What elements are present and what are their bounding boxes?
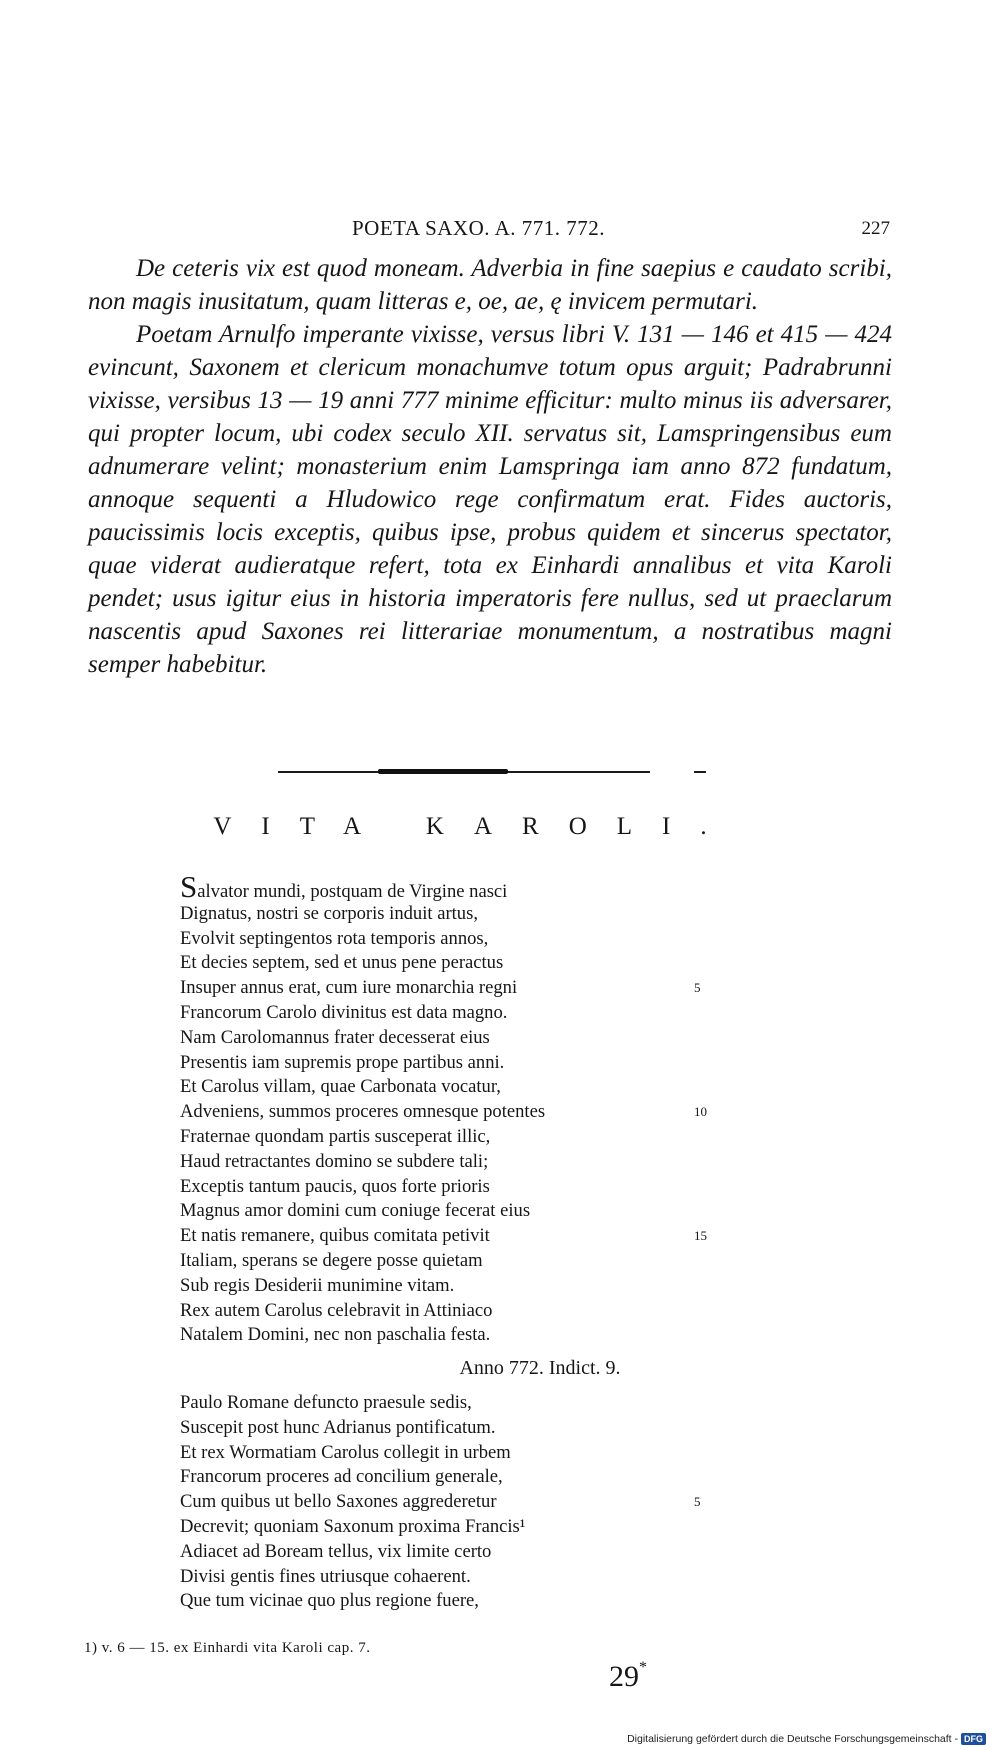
divider-dash bbox=[694, 771, 706, 773]
verse-text: Evolvit septingentos rota temporis annos, bbox=[180, 927, 489, 949]
verse-line bbox=[180, 1001, 720, 1026]
verse-line bbox=[180, 1199, 720, 1224]
line-number: 15 bbox=[694, 1228, 707, 1244]
running-header bbox=[0, 216, 1000, 246]
intro-paragraph-2: Poetam Arnulfo imperante vixisse, versus libri V. 131 — 146 et 415 — 424 evincunt, Saxonem et clericum monachumve totum opus arguit; Padrabrunni vixisse, versibus 13 — 19 anni 777 minime efficitur: multo minus iis adversarer, qui propter locum, ubi codex seculo XII. servatus sit, Lamspringensibus eum adnumerare velint; monasterium enim Lamspringa iam anno 872 fundatum, annoque sequenti a Hludowico rege confirmatum erat. Fides auctoris, paucissimis locis exceptis, quibus ipse, probus quidem et sincerus spectator, quae viderat audieratque refert, tota ex Einhardi annalibus et vita Karoli pendet; usus igitur eius in historia imperatoris fere nullus, sed ut praeclarum nascentis apud Saxones rei litterariae monumentum, a nostratibus magni semper habebitur. bbox=[88, 321, 892, 678]
signature-mark bbox=[609, 1659, 647, 1694]
verses-771 bbox=[180, 869, 720, 1348]
verse-line bbox=[180, 1175, 720, 1200]
verse-line bbox=[180, 927, 720, 952]
verse-line bbox=[180, 976, 720, 1001]
signature-number: 29 bbox=[609, 1660, 639, 1693]
verse-line bbox=[180, 1515, 720, 1540]
running-title: POETA SAXO. A. 771. 772. bbox=[352, 216, 606, 240]
verse-line bbox=[180, 1224, 720, 1249]
verse-text: Rex autem Carolus celebravit in Attiniaco bbox=[180, 1299, 493, 1321]
verse-text: Sub regis Desiderii munimine vitam. bbox=[180, 1274, 455, 1296]
verse-text: Paulo Romane defuncto praesule sedis, bbox=[180, 1392, 472, 1413]
verse-text: Magnus amor domini cum coniuge fecerat eius bbox=[180, 1200, 531, 1222]
verse-line bbox=[180, 1441, 720, 1466]
verse-line bbox=[180, 1323, 720, 1348]
verse-line bbox=[180, 1026, 720, 1051]
verse-text: Francorum Carolo divinitus est data magno. bbox=[180, 1001, 508, 1023]
footnote: 1) v. 6 — 15. ex Einhardi vita Karoli cap. 7. bbox=[84, 1640, 371, 1656]
dfg-logo: DFG bbox=[961, 1733, 986, 1745]
verse-text: Dignatus, nostri se corporis induit artus, bbox=[180, 902, 478, 924]
verse-line bbox=[180, 1490, 720, 1515]
intro-paragraph-1: De ceteris vix est quod moneam. Adverbia in fine saepius e caudato scribi, non magis inusitatum, quam litteras e, oe, ae, ę invicem permutari. bbox=[88, 255, 892, 315]
verse-line bbox=[180, 1465, 720, 1490]
verse-line bbox=[180, 1100, 720, 1125]
verse-line bbox=[180, 1416, 720, 1441]
verse-text: Que tum vicinae quo plus regione fuere, bbox=[180, 1590, 479, 1612]
verse-line bbox=[180, 1299, 720, 1324]
verse-line bbox=[180, 1075, 720, 1100]
verse-text: Exceptis tantum paucis, quos forte prioris bbox=[180, 1175, 490, 1197]
verse-text: Insuper annus erat, cum iure monarchia regni bbox=[180, 977, 518, 999]
verse-text: Et decies septem, sed et unus pene peractus bbox=[180, 952, 504, 974]
credit-text: Digitalisierung gefördert durch die Deutsche Forschungsgemeinschaft - bbox=[627, 1733, 958, 1745]
poem-title: VITA KAROLI. bbox=[213, 813, 737, 840]
verse-line bbox=[180, 1051, 720, 1076]
verse-text: Et rex Wormatiam Carolus collegit in urbem bbox=[180, 1441, 511, 1463]
verse-line bbox=[180, 1150, 720, 1175]
verse-text: Suscepit post hunc Adrianus pontificatum. bbox=[180, 1416, 496, 1438]
verse-text: Decrevit; quoniam Saxonum proxima Francis¹ bbox=[180, 1515, 526, 1537]
verse-text: Et Carolus villam, quae Carbonata vocatur, bbox=[180, 1076, 501, 1098]
verse-text: Francorum proceres ad concilium generale, bbox=[180, 1466, 503, 1488]
verses-772 bbox=[180, 1391, 720, 1614]
verse-line bbox=[180, 1565, 720, 1590]
signature-asterisk: * bbox=[639, 1659, 647, 1676]
verse-text: alvator mundi, postquam de Virgine nasci bbox=[197, 881, 508, 902]
verse-line bbox=[180, 1249, 720, 1274]
introduction-text bbox=[88, 252, 892, 681]
verse-line bbox=[180, 902, 720, 927]
page-number: 227 bbox=[861, 218, 890, 239]
line-number: 10 bbox=[694, 1104, 707, 1120]
verse-text: Haud retractantes domino se subdere tali; bbox=[180, 1150, 489, 1172]
verse-text: Adiacet ad Boream tellus, vix limite certo bbox=[180, 1540, 492, 1562]
verse-text: Et natis remanere, quibus comitata petivit bbox=[180, 1225, 490, 1247]
section-divider bbox=[278, 766, 650, 778]
verse-text: Divisi gentis fines utriusque cohaerent. bbox=[180, 1565, 471, 1587]
digitization-credit bbox=[627, 1733, 986, 1745]
drop-cap: S bbox=[180, 869, 198, 904]
verse-line bbox=[180, 1391, 720, 1416]
verse-text: Italiam, sperans se degere posse quietam bbox=[180, 1249, 483, 1271]
verse-text: Natalem Domini, nec non paschalia festa. bbox=[180, 1324, 491, 1346]
divider-thick-segment bbox=[378, 769, 508, 774]
verse-line bbox=[180, 1125, 720, 1150]
verse-text: Nam Carolomannus frater decesserat eius bbox=[180, 1026, 490, 1048]
verse-line bbox=[180, 951, 720, 976]
verse-line bbox=[180, 869, 720, 904]
line-number: 5 bbox=[694, 980, 701, 996]
verse-line bbox=[180, 1540, 720, 1565]
year-subheading: Anno 772. Indict. 9. bbox=[459, 1357, 621, 1379]
verse-text: Cum quibus ut bello Saxones aggrederetur bbox=[180, 1491, 497, 1513]
verse-text: Adveniens, summos proceres omnesque potentes bbox=[180, 1101, 546, 1123]
verse-text: Presentis iam supremis prope partibus anni. bbox=[180, 1051, 505, 1073]
verse-line bbox=[180, 1589, 720, 1614]
verse-text: Fraternae quondam partis susceperat illic, bbox=[180, 1125, 491, 1147]
verse-line bbox=[180, 1274, 720, 1299]
line-number: 5 bbox=[694, 1494, 701, 1510]
